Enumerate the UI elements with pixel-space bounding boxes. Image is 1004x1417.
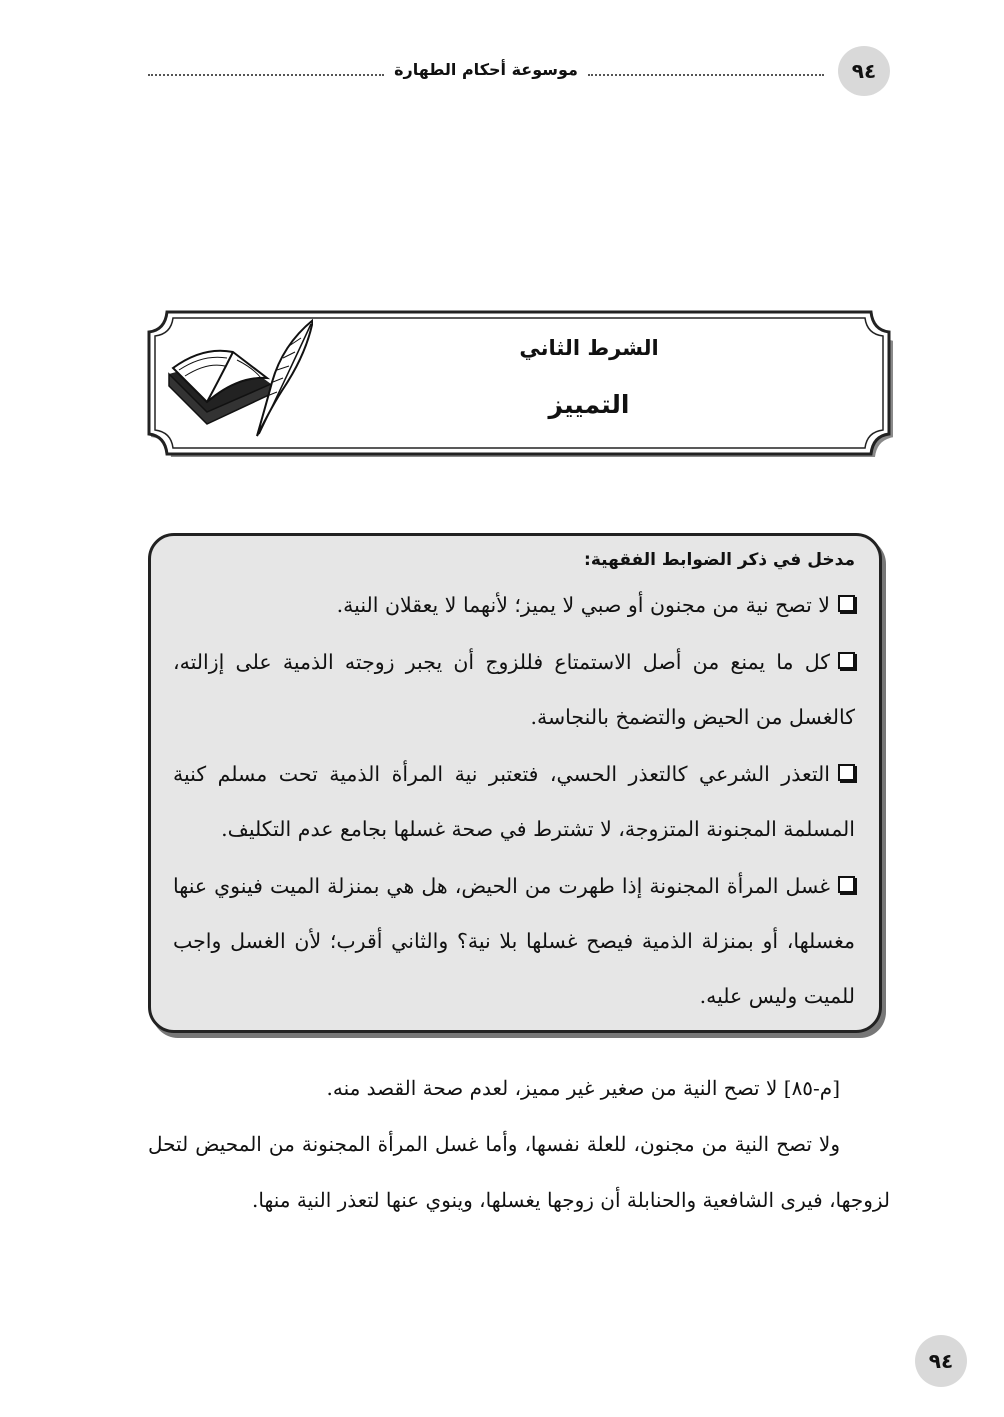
rule-item-text: التعذر الشرعي كالتعذر الحسي، فتعتبر نية المرأة الذمية تحت مسلم كنية المسلمة المجنونة المتزوجة، لا تشترط في صحة غسلها بجامع عدم التكليف.	[173, 762, 855, 841]
fiqh-rules-box	[148, 533, 882, 1033]
chapter-subtitle: التمييز	[548, 390, 630, 419]
book-and-quill-icon	[163, 316, 313, 446]
chapter-banner	[145, 308, 893, 460]
rule-item-text: غسل المرأة المجنونة إذا طهرت من الحيض، هل هي بمنزلة الميت فينوي عنها مغسلها، أو بمنزلة الذمية فيصح غسلها بلا نية؟ والثاني أقرب؛ لأن الغسل واجب للميت وليس عليه.	[173, 874, 855, 1008]
book-title: موسوعة أحكام الطهارة	[394, 60, 578, 79]
checkbox-icon	[838, 652, 855, 669]
checkbox-icon	[838, 764, 855, 781]
checkbox-icon	[838, 876, 855, 893]
rule-item	[173, 747, 855, 857]
rule-item-text: كل ما يمنع من أصل الاستمتاع فللزوج أن يجبر زوجته الذمية على إزالته، كالغسل من الحيض والتضمخ بالنجاسة.	[173, 650, 855, 729]
rules-box-heading: مدخل في ذكر الضوابط الفقهية:	[584, 550, 855, 570]
header-dotted-leader-left	[148, 64, 384, 76]
header-dotted-leader-right	[588, 64, 824, 76]
rule-reference: [م-٨٥] لا تصح النية من صغير غير مميز، لعدم صحة القصد منه.	[326, 1076, 840, 1100]
running-header	[148, 46, 890, 96]
rule-item	[173, 578, 855, 633]
body-paragraph: ولا تصح النية من مجنون، للعلة نفسها، وأما غسل المرأة المجنونة من المحيض لتحل لزوجها، فيرى الشافعية والحنابلة أن زوجها يغسلها، وينوي عنها لتعذر النية منها.	[148, 1132, 890, 1212]
rule-item	[173, 859, 855, 1024]
chapter-title: الشرط الثاني	[519, 336, 659, 360]
header-title-line	[148, 60, 824, 79]
header-page-number: ٩٤	[838, 46, 890, 96]
rule-item-text: لا تصح نية من مجنون أو صبي لا يميز؛ لأنهما لا يعقلان النية.	[336, 593, 830, 617]
body-text	[148, 1060, 890, 1228]
footer-page-number: ٩٤	[915, 1335, 967, 1387]
rule-item	[173, 635, 855, 745]
checkbox-icon	[838, 595, 855, 612]
